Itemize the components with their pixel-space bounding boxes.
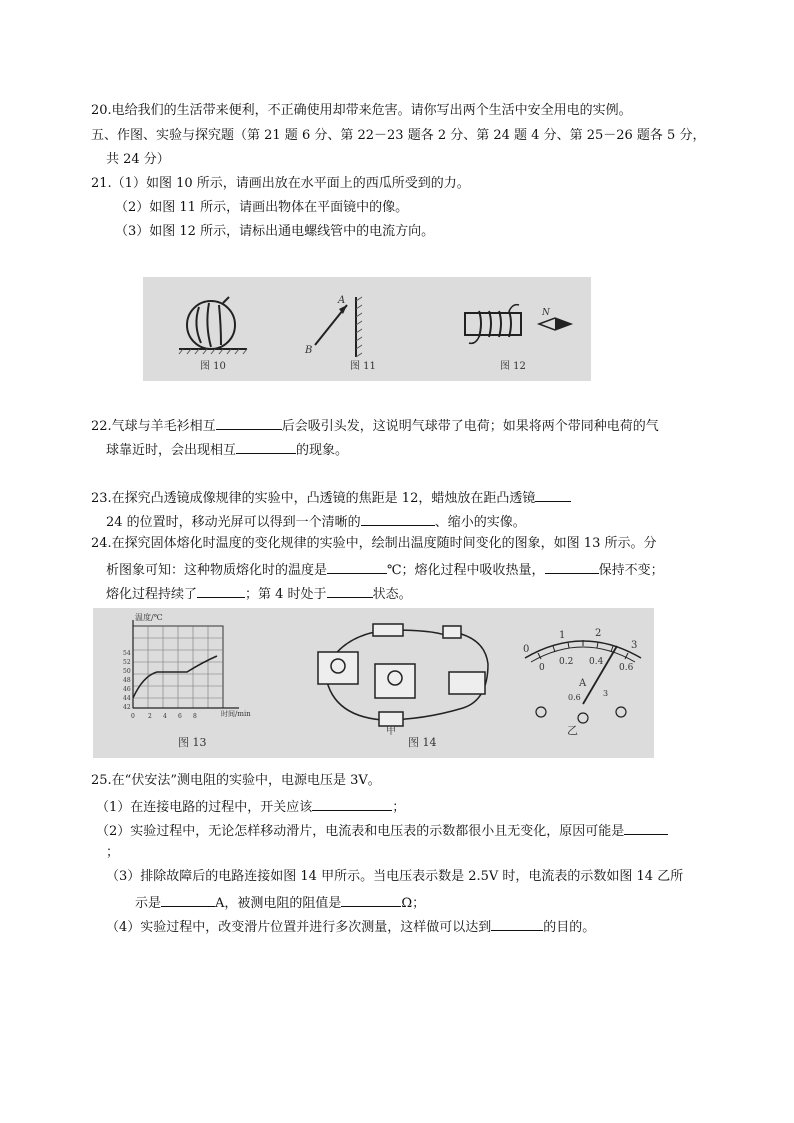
- x-tick: 2: [148, 713, 152, 720]
- meter-tick-bottom: 0.2: [559, 657, 574, 667]
- question-24-line1: 24.在探究固体熔化时温度的变化规律的实验中，绘制出温度随时间变化的图象，如图 13 所示。分: [91, 536, 657, 551]
- q22-text-c: 球靠近时，会出现相互: [106, 443, 237, 458]
- answer-blank[interactable]: [327, 583, 373, 598]
- answer-blank[interactable]: [197, 583, 245, 598]
- label-jia: 甲: [386, 726, 396, 737]
- meter-unit: A: [579, 678, 587, 689]
- question-24-line3: [106, 583, 412, 604]
- q25-text-p1end: ；: [392, 800, 406, 815]
- question-21-part3: （3）如图 12 所示，请标出通电螺线管中的电流方向。: [115, 224, 435, 239]
- question-25-intro: 25.在“伏安法”测电阻的实验中，电源电压是 3V。: [91, 773, 381, 788]
- point-b-label: B: [305, 345, 313, 356]
- answer-blank[interactable]: [535, 487, 571, 502]
- circuit-diagram: [318, 624, 488, 726]
- q24-text-c: ℃；熔化过程中吸收热量，: [387, 563, 545, 578]
- q25-text-p3d: Ω；: [401, 896, 426, 911]
- q25-text-p1: （1）在连接电路的过程中，开关应该: [96, 800, 313, 815]
- q25-text-p2: （2）实验过程中，无论怎样移动滑片，电流表和电压表的示数都很小且无变化，原因可能是: [96, 824, 625, 839]
- q25-text-p3b: 示是: [135, 896, 162, 911]
- q25-text-p3c: A，被测电阻的阻值是: [215, 896, 342, 911]
- q24-text-e: 熔化过程持续了: [106, 587, 198, 602]
- meter-tick-bottom: 0.6: [619, 663, 634, 673]
- question-23-line2: [106, 511, 526, 532]
- answer-blank[interactable]: [236, 439, 296, 454]
- fig12-caption: 图 12: [500, 361, 526, 372]
- section-5-header-cont: 共 24 分）: [106, 152, 170, 167]
- x-tick: 0: [131, 713, 135, 720]
- answer-blank[interactable]: [341, 892, 401, 907]
- answer-blank[interactable]: [327, 559, 387, 574]
- y-tick: 44: [123, 695, 131, 702]
- meter-tick-bottom: 0: [539, 663, 545, 673]
- figures-13-14-image: [93, 608, 654, 758]
- terminal-label: 3: [603, 689, 609, 698]
- question-22-line2: [106, 439, 348, 460]
- meter-tick-top: 0: [523, 644, 530, 655]
- melting-curve-graph: [133, 620, 239, 708]
- watermelon-figure: [179, 297, 247, 354]
- q24-text-b: 析图象可知：这种物质熔化时的温度是: [106, 563, 328, 578]
- answer-blank[interactable]: [545, 559, 599, 574]
- question-20: 20.电给我们的生活带来便利，不正确使用却带来危害。请你写出两个生活中安全用电的实例。: [91, 103, 632, 118]
- answer-blank[interactable]: [361, 511, 435, 526]
- x-tick: 8: [193, 713, 197, 720]
- label-yi: 乙: [567, 724, 578, 737]
- q24-text-f: ；第 4 时处于: [245, 587, 327, 602]
- q23-text-a: 23.在探究凸透镜成像规律的实验中，凸透镜的焦距是 12，蜡烛放在距凸透镜: [91, 491, 536, 506]
- fig10-caption: 图 10: [200, 361, 226, 372]
- mirror-figure: [315, 297, 362, 357]
- question-25-part2-end: ；: [106, 845, 120, 860]
- meter-tick-top: 1: [559, 630, 566, 641]
- q25-text-p4b: 的目的。: [543, 920, 596, 935]
- answer-blank[interactable]: [216, 415, 282, 430]
- question-21-part2: （2）如图 11 所示，请画出物体在平面镜中的像。: [115, 200, 409, 215]
- q24-text-d: 保持不变；: [598, 563, 664, 578]
- y-tick: 52: [123, 659, 131, 666]
- q22-text-a: 22.气球与羊毛衫相互: [91, 419, 216, 434]
- y-tick: 48: [123, 677, 131, 684]
- q22-text-d: 的现象。: [296, 443, 349, 458]
- question-25-part2: [96, 820, 668, 841]
- q23-text-c: 、缩小的实像。: [434, 515, 526, 530]
- q22-text-b: 后会吸引头发，这说明气球带了电荷；如果将两个带同种电荷的气: [281, 419, 659, 434]
- meter-tick-top: 3: [631, 640, 638, 651]
- y-tick: 50: [123, 668, 131, 675]
- question-22-line1: [91, 415, 659, 436]
- answer-blank[interactable]: [624, 820, 668, 835]
- question-24-line2: [106, 559, 664, 580]
- x-tick: 6: [178, 713, 182, 720]
- q25-text-p4a: （4）实验过程中，改变滑片位置并进行多次测量，这样做可以达到: [106, 920, 492, 935]
- question-25-part1: [96, 796, 405, 817]
- x-tick: 4: [163, 713, 167, 720]
- fig11-caption: 图 11: [350, 361, 376, 372]
- fig13-caption: 图 13: [178, 736, 207, 749]
- fig14-caption: 图 14: [408, 736, 437, 749]
- question-25-part3-line1: （3）排除故障后的电路连接如图 14 甲所示。当电压表示数是 2.5V 时，电流表的示数如图 14 乙所: [106, 869, 684, 884]
- x-axis-label: 时间/min: [221, 710, 251, 718]
- point-a-label: A: [338, 295, 346, 306]
- y-tick: 46: [123, 686, 131, 693]
- question-23-line1: [91, 487, 571, 508]
- meter-tick-top: 2: [595, 628, 602, 639]
- question-25-part3-line2: [135, 892, 425, 913]
- q24-text-g: 状态。: [372, 587, 412, 602]
- section-5-header: 五、作图、实验与探究题（第 21 题 6 分、第 22－23 题各 2 分、第 24 题 4 分、第 25－26 题各 5 分，: [91, 128, 706, 143]
- y-tick: 42: [123, 704, 131, 711]
- solenoid-figure: [465, 305, 571, 344]
- answer-blank[interactable]: [161, 892, 215, 907]
- answer-blank[interactable]: [312, 796, 392, 811]
- figures-10-12-image: [143, 277, 591, 381]
- north-label: N: [542, 308, 550, 318]
- question-21-part1: 21.（1）如图 10 所示，请画出放在水平面上的西瓜所受到的力。: [91, 176, 470, 191]
- meter-tick-bottom: 0.4: [589, 657, 604, 667]
- terminal-label: 0.6: [568, 693, 581, 702]
- question-25-part4: [106, 916, 595, 937]
- y-axis-label: 温度/℃: [135, 613, 163, 622]
- q23-text-b: 24 的位置时，移动光屏可以得到一个清晰的: [106, 515, 361, 530]
- answer-blank[interactable]: [491, 916, 543, 931]
- y-tick: 54: [123, 650, 131, 657]
